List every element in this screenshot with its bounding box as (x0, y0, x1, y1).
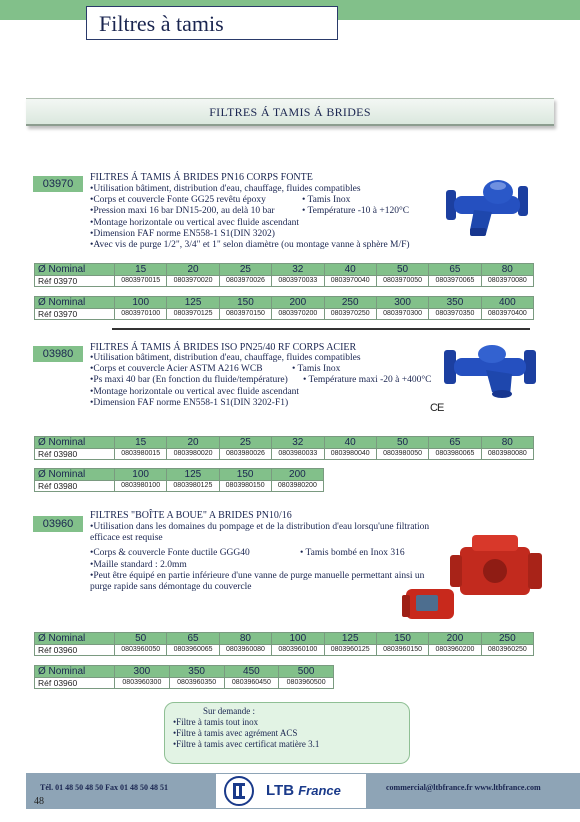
page-title-box (86, 6, 338, 40)
nominal-size-cell: 100 (115, 469, 167, 481)
nominal-size-cell: 32 (272, 437, 324, 449)
reference-label: Réf 03980 (35, 481, 115, 492)
nominal-label: Ø Nominal (35, 633, 115, 645)
reference-cell: 0803980080 (481, 449, 533, 460)
reference-cell: 0803960450 (224, 678, 279, 689)
reference-cell: 0803960080 (219, 645, 271, 656)
logo-text: LTB France (266, 782, 341, 799)
nominal-size-cell: 100 (115, 297, 167, 309)
reference-cell: 0803960350 (169, 678, 224, 689)
on-demand-item: • Filtre à tamis avec certificat matière 3.1 (173, 739, 401, 750)
reference-row (35, 449, 534, 460)
section-divider (112, 328, 530, 330)
bullet-item: • Dimension FAF norme EN558-1 S1(DIN 3202) (90, 229, 410, 240)
bullet-item: • Corps et couvercle Acier ASTM A216 WCB (90, 364, 420, 375)
reference-cell: 0803980150 (219, 481, 271, 492)
product-bullet-list (90, 184, 410, 251)
product-ref-badge: 03960 (33, 516, 83, 532)
nominal-size-cell: 450 (224, 666, 279, 678)
bullet-item: • Peut être équipé en partie inférieure d'une vanne de purge manuelle permettant ainsi un (90, 571, 450, 582)
bullet-item: • Montage horizontale ou vertical avec fluide ascendant (90, 387, 420, 398)
reference-cell: 0803970040 (324, 276, 376, 287)
bullet-item: purge rapide sans démontage du couvercle (90, 582, 252, 593)
bullet-item: • Maille standard : 2.0mm (90, 560, 450, 571)
bullet-item: • Utilisation bâtiment, distribution d'eau, chauffage, fluides compatibles (90, 184, 410, 195)
reference-cell: 0803980020 (167, 449, 219, 460)
nominal-size-cell: 100 (272, 633, 324, 645)
reference-cell: 0803970100 (115, 309, 167, 320)
nominal-size-cell: 300 (115, 666, 170, 678)
reference-cell: 0803980100 (115, 481, 167, 492)
nominal-label: Ø Nominal (35, 437, 115, 449)
nominal-size-cell: 25 (219, 264, 271, 276)
nominal-size-cell: 15 (115, 437, 167, 449)
reference-cell: 0803970125 (167, 309, 219, 320)
reference-label: Réf 03980 (35, 449, 115, 460)
nominal-size-cell: 350 (429, 297, 481, 309)
size-table (34, 436, 534, 460)
bullet-item: • Avec vis de purge 1/2", 3/4" et 1" selon diamètre (ou montage vanne à sphère M/F) (90, 240, 410, 251)
reference-cell: 0803970065 (429, 276, 481, 287)
reference-label: Réf 03970 (35, 309, 115, 320)
nominal-size-cell: 80 (219, 633, 271, 645)
side-bullet: • Tamis Inox (292, 364, 341, 374)
reference-cell: 0803980200 (271, 481, 323, 492)
bullet-item: • Dimension FAF norme EN558-1 S1(DIN 3202-F1) (90, 398, 420, 409)
reference-cell: 0803960300 (115, 678, 170, 689)
reference-cell: 0803960065 (167, 645, 219, 656)
reference-cell: 0803960150 (376, 645, 428, 656)
product-ref-badge: 03980 (33, 346, 83, 362)
size-table (34, 632, 534, 656)
reference-cell: 0803960050 (115, 645, 167, 656)
page-number: 48 (34, 796, 44, 807)
on-demand-title: Sur demande : (203, 706, 255, 716)
bullet-item: • Montage horizontale ou vertical avec fluide ascendant (90, 218, 410, 229)
reference-cell: 0803980040 (324, 449, 376, 460)
bullet-item: • Ps maxi 40 bar (En fonction du fluide/température) (90, 375, 420, 386)
reference-cell: 0803980015 (115, 449, 167, 460)
footer-contact[interactable]: commercial@ltbfrance.fr www.ltbfrance.com (386, 783, 541, 792)
cast-iron-strainer-image (440, 172, 535, 244)
on-demand-item: • Filtre à tamis tout inox (173, 717, 401, 728)
on-demand-list (173, 717, 401, 750)
nominal-size-cell: 50 (376, 437, 428, 449)
reference-cell: 0803970033 (272, 276, 324, 287)
bullet-item: • Corps et couvercle Fonte GG25 revêtu époxy (90, 195, 410, 206)
nominal-size-cell: 150 (219, 297, 271, 309)
nominal-size-cell: 200 (272, 297, 324, 309)
section-banner-label: FILTRES Á TAMIS Á BRIDES (209, 105, 371, 119)
section-banner (26, 98, 554, 126)
nominal-label: Ø Nominal (35, 666, 115, 678)
nominal-size-cell: 20 (167, 437, 219, 449)
on-demand-box (164, 702, 410, 764)
side-bullet: • Température maxi -20 à +400°C (303, 375, 432, 385)
reference-cell: 0803970400 (481, 309, 533, 320)
size-header-row (35, 469, 324, 481)
nominal-size-cell: 50 (115, 633, 167, 645)
nominal-size-cell: 200 (429, 633, 481, 645)
nominal-size-cell: 300 (376, 297, 428, 309)
nominal-size-cell: 150 (376, 633, 428, 645)
footer-bar (26, 773, 580, 809)
nominal-size-cell: 250 (481, 633, 533, 645)
nominal-size-cell: 65 (429, 437, 481, 449)
reference-cell: 0803960250 (481, 645, 533, 656)
reference-cell: 0803970350 (429, 309, 481, 320)
nominal-size-cell: 125 (167, 469, 219, 481)
reference-row (35, 276, 534, 287)
reference-row (35, 309, 534, 320)
reference-cell: 0803980026 (219, 449, 271, 460)
reference-cell: 0803960500 (279, 678, 334, 689)
bullet-item: • Utilisation dans les domaines du pompage et de la distribution d'eau lorsqu'une filtration (90, 522, 450, 533)
product-title: FILTRES "BOÎTE A BOUE" A BRIDES PN10/16 (90, 510, 292, 521)
size-header-row (35, 264, 534, 276)
steel-strainer-image (440, 340, 540, 400)
side-bullet: • Tamis Inox (302, 195, 351, 205)
bullet-item: • Utilisation bâtiment, distribution d'eau, chauffage, fluides compatibles (90, 353, 420, 364)
nominal-size-cell: 500 (279, 666, 334, 678)
nominal-size-cell: 32 (272, 264, 324, 276)
size-table (34, 665, 334, 689)
bullet-item: efficace est requise (90, 533, 163, 544)
nominal-size-cell: 200 (271, 469, 323, 481)
nominal-size-cell: 20 (167, 264, 219, 276)
nominal-label: Ø Nominal (35, 264, 115, 276)
size-header-row (35, 297, 534, 309)
reference-cell: 0803980065 (429, 449, 481, 460)
ltb-logo-icon (224, 776, 254, 806)
size-header-row (35, 437, 534, 449)
reference-cell: 0803970015 (115, 276, 167, 287)
nominal-size-cell: 65 (167, 633, 219, 645)
reference-row (35, 645, 534, 656)
size-header-row (35, 633, 534, 645)
reference-cell: 0803960125 (324, 645, 376, 656)
reference-cell: 0803970020 (167, 276, 219, 287)
reference-label: Réf 03960 (35, 645, 115, 656)
reference-cell: 0803970300 (376, 309, 428, 320)
reference-row (35, 678, 334, 689)
mud-box-strainer-image (400, 525, 550, 625)
reference-cell: 0803980033 (272, 449, 324, 460)
bullet-item: • Corps & couvercle Fonte ductile GGG40 (90, 548, 450, 559)
nominal-size-cell: 400 (481, 297, 533, 309)
size-header-row (35, 666, 334, 678)
product-ref-badge: 03970 (33, 176, 83, 192)
size-table (34, 263, 534, 287)
reference-cell: 0803970200 (272, 309, 324, 320)
nominal-size-cell: 50 (376, 264, 428, 276)
ce-mark: CE (430, 402, 444, 414)
product-title: FILTRES Á TAMIS Á BRIDES PN16 CORPS FONTE (90, 172, 313, 183)
reference-label: Réf 03970 (35, 276, 115, 287)
nominal-size-cell: 40 (324, 437, 376, 449)
side-bullet: • Tamis bombé en Inox 316 (300, 548, 405, 558)
size-table (34, 296, 534, 320)
nominal-size-cell: 25 (219, 437, 271, 449)
footer-phone: Tél. 01 48 50 48 50 Fax 01 48 50 48 51 (40, 783, 168, 792)
size-table (34, 468, 324, 492)
reference-cell: 0803970250 (324, 309, 376, 320)
nominal-size-cell: 65 (429, 264, 481, 276)
reference-cell: 0803980050 (376, 449, 428, 460)
nominal-size-cell: 15 (115, 264, 167, 276)
nominal-size-cell: 250 (324, 297, 376, 309)
nominal-size-cell: 350 (169, 666, 224, 678)
side-bullet: • Température -10 à +120°C (302, 206, 410, 216)
bullet-item: • Pression maxi 16 bar DN15-200, au delà 10 bar (90, 206, 410, 217)
reference-cell: 0803970050 (376, 276, 428, 287)
reference-cell: 0803980125 (167, 481, 219, 492)
reference-cell: 0803960100 (272, 645, 324, 656)
nominal-size-cell: 125 (167, 297, 219, 309)
nominal-size-cell: 80 (481, 264, 533, 276)
ltb-logo (216, 774, 366, 808)
reference-row (35, 481, 324, 492)
page-title: Filtres à tamis (99, 11, 224, 36)
reference-cell: 0803970080 (481, 276, 533, 287)
nominal-label: Ø Nominal (35, 469, 115, 481)
nominal-size-cell: 125 (324, 633, 376, 645)
nominal-size-cell: 80 (481, 437, 533, 449)
nominal-size-cell: 150 (219, 469, 271, 481)
reference-label: Réf 03960 (35, 678, 115, 689)
reference-cell: 0803960200 (429, 645, 481, 656)
reference-cell: 0803970150 (219, 309, 271, 320)
reference-cell: 0803970026 (219, 276, 271, 287)
on-demand-item: • Filtre à tamis avec agrément ACS (173, 728, 401, 739)
nominal-size-cell: 40 (324, 264, 376, 276)
product-title: FILTRES Á TAMIS Á BRIDES ISO PN25/40 RF CORPS ACIER (90, 342, 357, 353)
nominal-label: Ø Nominal (35, 297, 115, 309)
